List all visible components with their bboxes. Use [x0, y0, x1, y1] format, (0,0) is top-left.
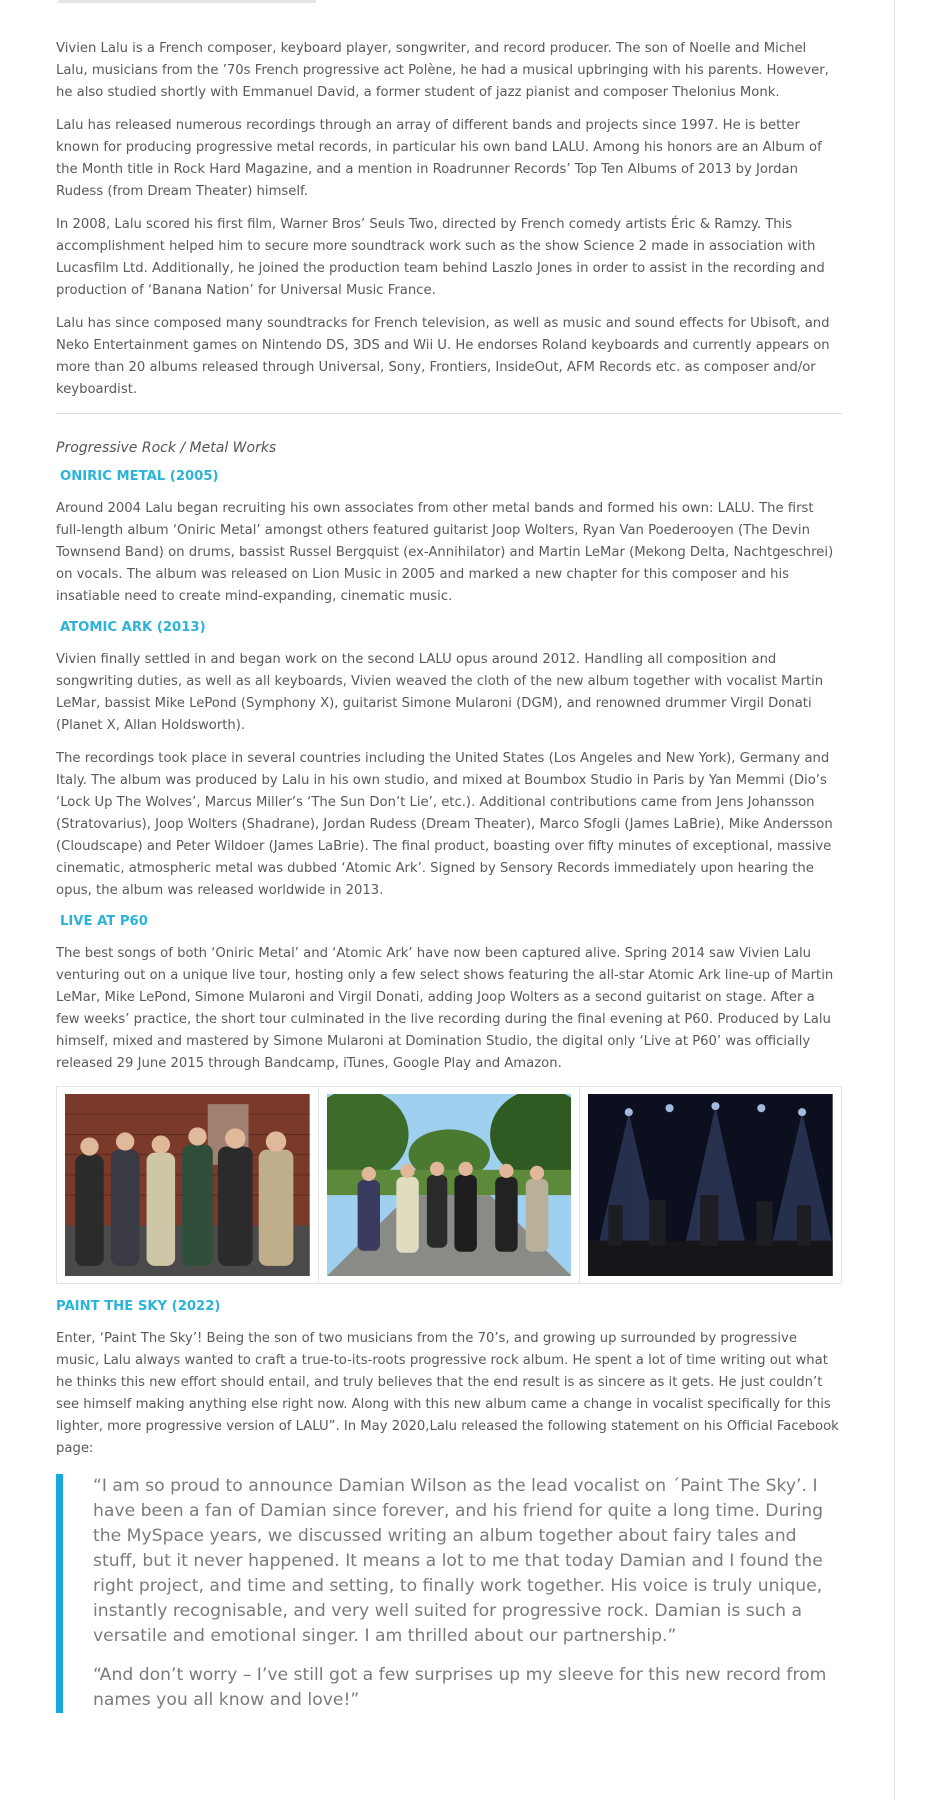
sidebar-border	[894, 0, 895, 1800]
article-content	[56, 38, 842, 1713]
album-heading: LIVE AT P60	[60, 914, 148, 929]
band-live-stage-photo[interactable]	[588, 1094, 833, 1276]
album-heading: ONIRIC METAL (2005)	[60, 469, 219, 484]
band-walking-road-photo[interactable]	[327, 1094, 572, 1276]
bio-paragraph: Lalu has released numerous recordings through an array of different bands and projects since 1997. He is better known for producing progressive metal records, in particular his own band LALU. Among his honors are an Album of the Month title in Rock Hard Magazine, and a mention in Roadrunner Records’ Top Ten Albums of 2013 by Jordan Rudess (from Dream Theater) himself.	[56, 118, 822, 199]
album-atomic-ark	[56, 619, 842, 902]
photo-gallery	[56, 1086, 842, 1284]
quote-paragraph: “I am so proud to announce Damian Wilson as the lead vocalist on ´Paint The Sky’. I have been a fan of Damian since forever, and his friend for quite a long time. During the MySpace years, we discussed writing an album together about fairy tales and stuff, but it never happened. It means a lot to me that today Damian and I found the right project, and time and setting, to finally work together. His voice is truly unique, instantly recognisable, and very well suited for progressive rock. Damian is such a versatile and emotional singer. I am thrilled about our partnership.”	[93, 1476, 824, 1646]
bio-paragraph: Vivien Lalu is a French composer, keyboard player, songwriter, and record producer. The son of Noelle and Michel Lalu, musicians from the ’70s French progressive act Polène, he had a musical upbringing with his parents. However, he also studied shortly with Emmanuel David, a former student of jazz pianist and composer Thelonius Monk.	[56, 41, 829, 100]
bio-paragraph: Lalu has since composed many soundtracks for French television, as well as music and sound effects for Ubisoft, and Neko Entertainment games on Nintendo DS, 3DS and Wii U. He endorses Roland keyboards and currently appears on more than 20 albums released through Universal, Sony, Frontiers, InsideOut, AFM Records etc. as composer and/or keyboardist.	[56, 316, 830, 397]
album-paragraph: Around 2004 Lalu began recruiting his own associates from other metal bands and formed his own: LALU. The first full-length album ‘Oniric Metal’ amongst others featured guitarist Joop Wolters, Ryan Van Poederooyen (The Devin Townsend Band) on drums, bassist Russel Bergquist (ex-Annihilator) and Martin LeMar (Mekong Delta, Nachtgeschrei) on vocals. The album was released on Lion Music in 2005 and marked a new chapter for this composer and his insatiable need to create mind-expanding, cinematic music.	[56, 501, 834, 604]
album-paragraph: Vivien finally settled in and began work on the second LALU opus around 2012. Handling all composition and songwriting duties, as well as all keyboards, Vivien weaved the cloth of the new album together with vocalist Martin LeMar, bassist Mike LePond (Symphony X), guitarist Simone Mularoni (DGM), and renowned drummer Virgil Donati (Planet X, Allan Holdsworth).	[56, 652, 824, 733]
album-oniric-metal	[56, 468, 842, 608]
album-paragraph: Enter, ‘Paint The Sky’! Being the son of two musicians from the 70’s, and growing up surrounded by progressive music, Lalu always wanted to craft a true-to-its-roots progressive rock album. He spent a lot of time writing out what he thinks this new effort should entail, and truly believes that the end result is as sincere as it gets. He just couldn’t see himself making anything else right now. Along with this new album came a change in vocalist specifically for this lighter, more progressive version of LALU”. In May 2020,Lalu released the following statement on his Official Facebook page:	[56, 1331, 839, 1456]
quote-paragraph: “And don’t worry – I’ve still got a few surprises up my sleeve for this new record from names you all know and love!”	[93, 1665, 827, 1710]
facebook-quote	[56, 1474, 842, 1713]
works-section-title: Progressive Rock / Metal Works	[56, 440, 277, 456]
band-brick-wall-photo[interactable]	[65, 1094, 310, 1276]
gallery-item[interactable]	[319, 1087, 581, 1283]
top-divider-stub	[58, 0, 316, 3]
section-divider	[56, 413, 842, 414]
album-live-at-p60	[56, 913, 842, 1075]
album-paragraph: The best songs of both ‘Oniric Metal’ and ‘Atomic Ark’ have now been captured alive. Spring 2014 saw Vivien Lalu venturing out on a unique live tour, hosting only a few select shows featuring the all-star Atomic Ark line-up of Martin LeMar, Mike LePond, Simone Mularoni and Virgil Donati, adding Joop Wolters as a second guitarist on stage. After a few weeks’ practice, the short tour culminated in the live recording during the final evening at P60. Produced by Lalu himself, mixed and mastered by Simone Mularoni at Domination Studio, the digital only ‘Live at P60’ was officially released 29 June 2015 through Bandcamp, iTunes, Google Play and Amazon.	[56, 946, 834, 1071]
gallery-item[interactable]	[580, 1087, 841, 1283]
bio-paragraph: In 2008, Lalu scored his first film, Warner Bros’ Seuls Two, directed by French comedy artists Éric & Ramzy. This accomplishment helped him to secure more soundtrack work such as the show Science 2 made in association with Lucasfilm Ltd. Additionally, he joined the production team behind Laszlo Jones in order to assist in the recording and production of ‘Banana Nation’ for Universal Music France.	[56, 217, 825, 298]
biography-section	[56, 38, 842, 401]
gallery-item[interactable]	[57, 1087, 319, 1283]
album-heading: ATOMIC ARK (2013)	[60, 620, 206, 635]
album-heading: PAINT THE SKY (2022)	[56, 1299, 221, 1314]
album-paint-the-sky	[56, 1298, 842, 1713]
album-paragraph: The recordings took place in several countries including the United States (Los Angeles and New York), Germany and Italy. The album was produced by Lalu in his own studio, and mixed at Boumbox Studio in Paris by Yan Memmi (Dio’s ‘Lock Up The Wolves’, Marcus Miller’s ‘The Sun Don’t Lie’, etc.). Additional contributions came from Jens Johansson (Stratovarius), Joop Wolters (Shadrane), Jordan Rudess (Dream Theater), Marco Sfogli (James LaBrie), Mike Andersson (Cloudscape) and Peter Wildoer (James LaBrie). The final product, boasting over fifty minutes of exceptional, massive cinematic, atmospheric metal was dubbed ‘Atomic Ark’. Signed by Sensory Records immediately upon hearing the opus, the album was released worldwide in 2013.	[56, 751, 833, 898]
